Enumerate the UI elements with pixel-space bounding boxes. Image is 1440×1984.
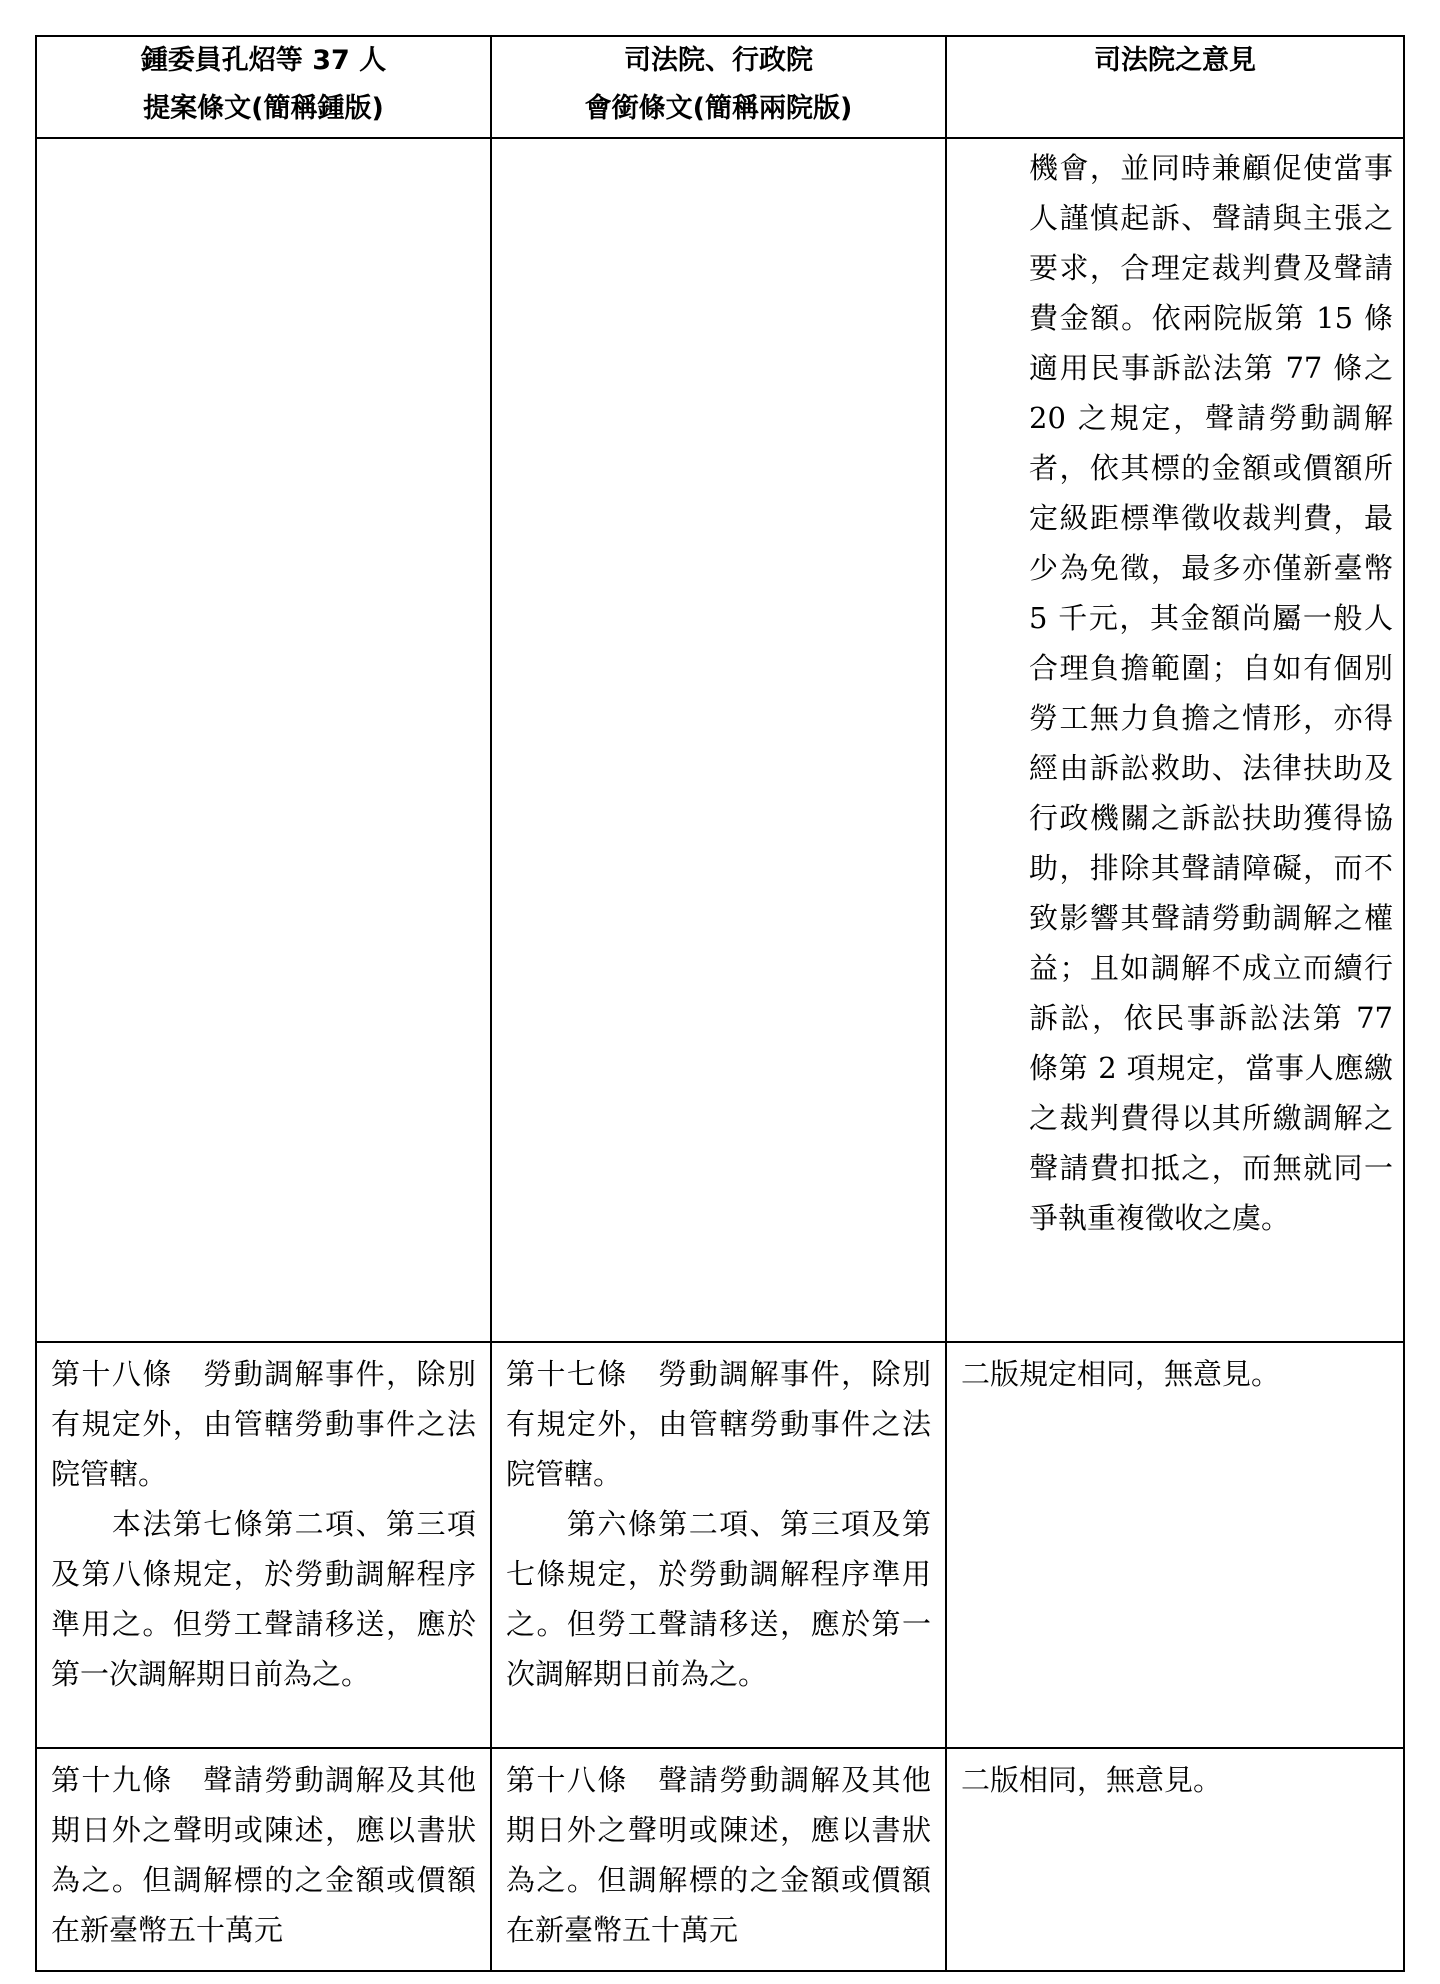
opinion-paragraph: 機會，並同時兼顧促使當事人謹慎起訴、聲請與主張之要求，合理定裁判費及聲請費金額。依兩院版第 15 條適用民事訴訟法第 77 條之 20 之規定，聲請勞動調解者，依其標的金額或價額所定級距標準徵收裁判費，最少為免徵，最多亦僅新臺幣 5 千元，其金額尚屬一般人合理負擔範圍；自如有個別勞工無力負擔之情形，亦得經由訴訟救助、法律扶助及行政機關之訴訟扶助獲得協助，排除其聲請障礙，而不致影響其聲請勞動調解之權益；且如調解不成立而續行訴訟，依民事訴訟法第 77 條第 2 項規定，當事人應繳之裁判費得以其所繳調解之聲請費扣抵之，而無就同一爭執重複徵收之虞。: [1029, 151, 1403, 1235]
article-paragraph: 第六條第二項、第三項及第七條規定，於勞動調解程序準用之。但勞工聲請移送，應於第一次調解期日前為之。: [506, 1507, 931, 1691]
header-line: 提案條文(簡稱鍾版): [143, 93, 384, 124]
table-row: [36, 1748, 1404, 1971]
header-joint-version: [491, 36, 946, 138]
article-paragraph: 第十九條 聲請勞動調解及其他期日外之聲明或陳述，應以書狀為之。但調解標的之金額或價額在新臺幣五十萬元: [51, 1763, 476, 1947]
article-paragraph: 第十七條 勞動調解事件，除別有規定外，由管轄勞動事件之法院管轄。: [506, 1357, 931, 1491]
header-line: 會銜條文(簡稱兩院版): [584, 93, 853, 124]
opinion-paragraph: 二版相同，無意見。: [961, 1763, 1223, 1797]
header-proposal-zhong: [36, 36, 491, 138]
table-row: [36, 1342, 1404, 1748]
table-row: [36, 138, 1404, 1342]
cell-joint-version: [491, 1342, 946, 1748]
cell-proposal-zhong: [36, 1342, 491, 1748]
cell-judicial-opinion: [946, 1748, 1404, 1971]
header-line: 司法院、行政院: [624, 45, 813, 76]
article-paragraph: 第十八條 勞動調解事件，除別有規定外，由管轄勞動事件之法院管轄。: [51, 1357, 476, 1491]
cell-judicial-opinion: [946, 138, 1404, 1342]
article-paragraph: 第十八條 聲請勞動調解及其他期日外之聲明或陳述，應以書狀為之。但調解標的之金額或價額在新臺幣五十萬元: [506, 1763, 931, 1947]
header-line: 鍾委員孔炤等 37 人: [140, 45, 387, 76]
header-row: [36, 36, 1404, 138]
cell-judicial-opinion: [946, 1342, 1404, 1748]
cell-joint-version: [491, 138, 946, 1342]
opinion-paragraph: 二版規定相同，無意見。: [961, 1357, 1281, 1391]
header-judicial-opinion: [946, 36, 1404, 138]
cell-joint-version: [491, 1748, 946, 1971]
header-line: 司法院之意見: [1094, 45, 1256, 76]
comparison-table: [35, 35, 1405, 1972]
cell-proposal-zhong: [36, 138, 491, 1342]
cell-proposal-zhong: [36, 1748, 491, 1971]
article-paragraph: 本法第七條第二項、第三項及第八條規定，於勞動調解程序準用之。但勞工聲請移送，應於第一次調解期日前為之。: [51, 1507, 476, 1691]
